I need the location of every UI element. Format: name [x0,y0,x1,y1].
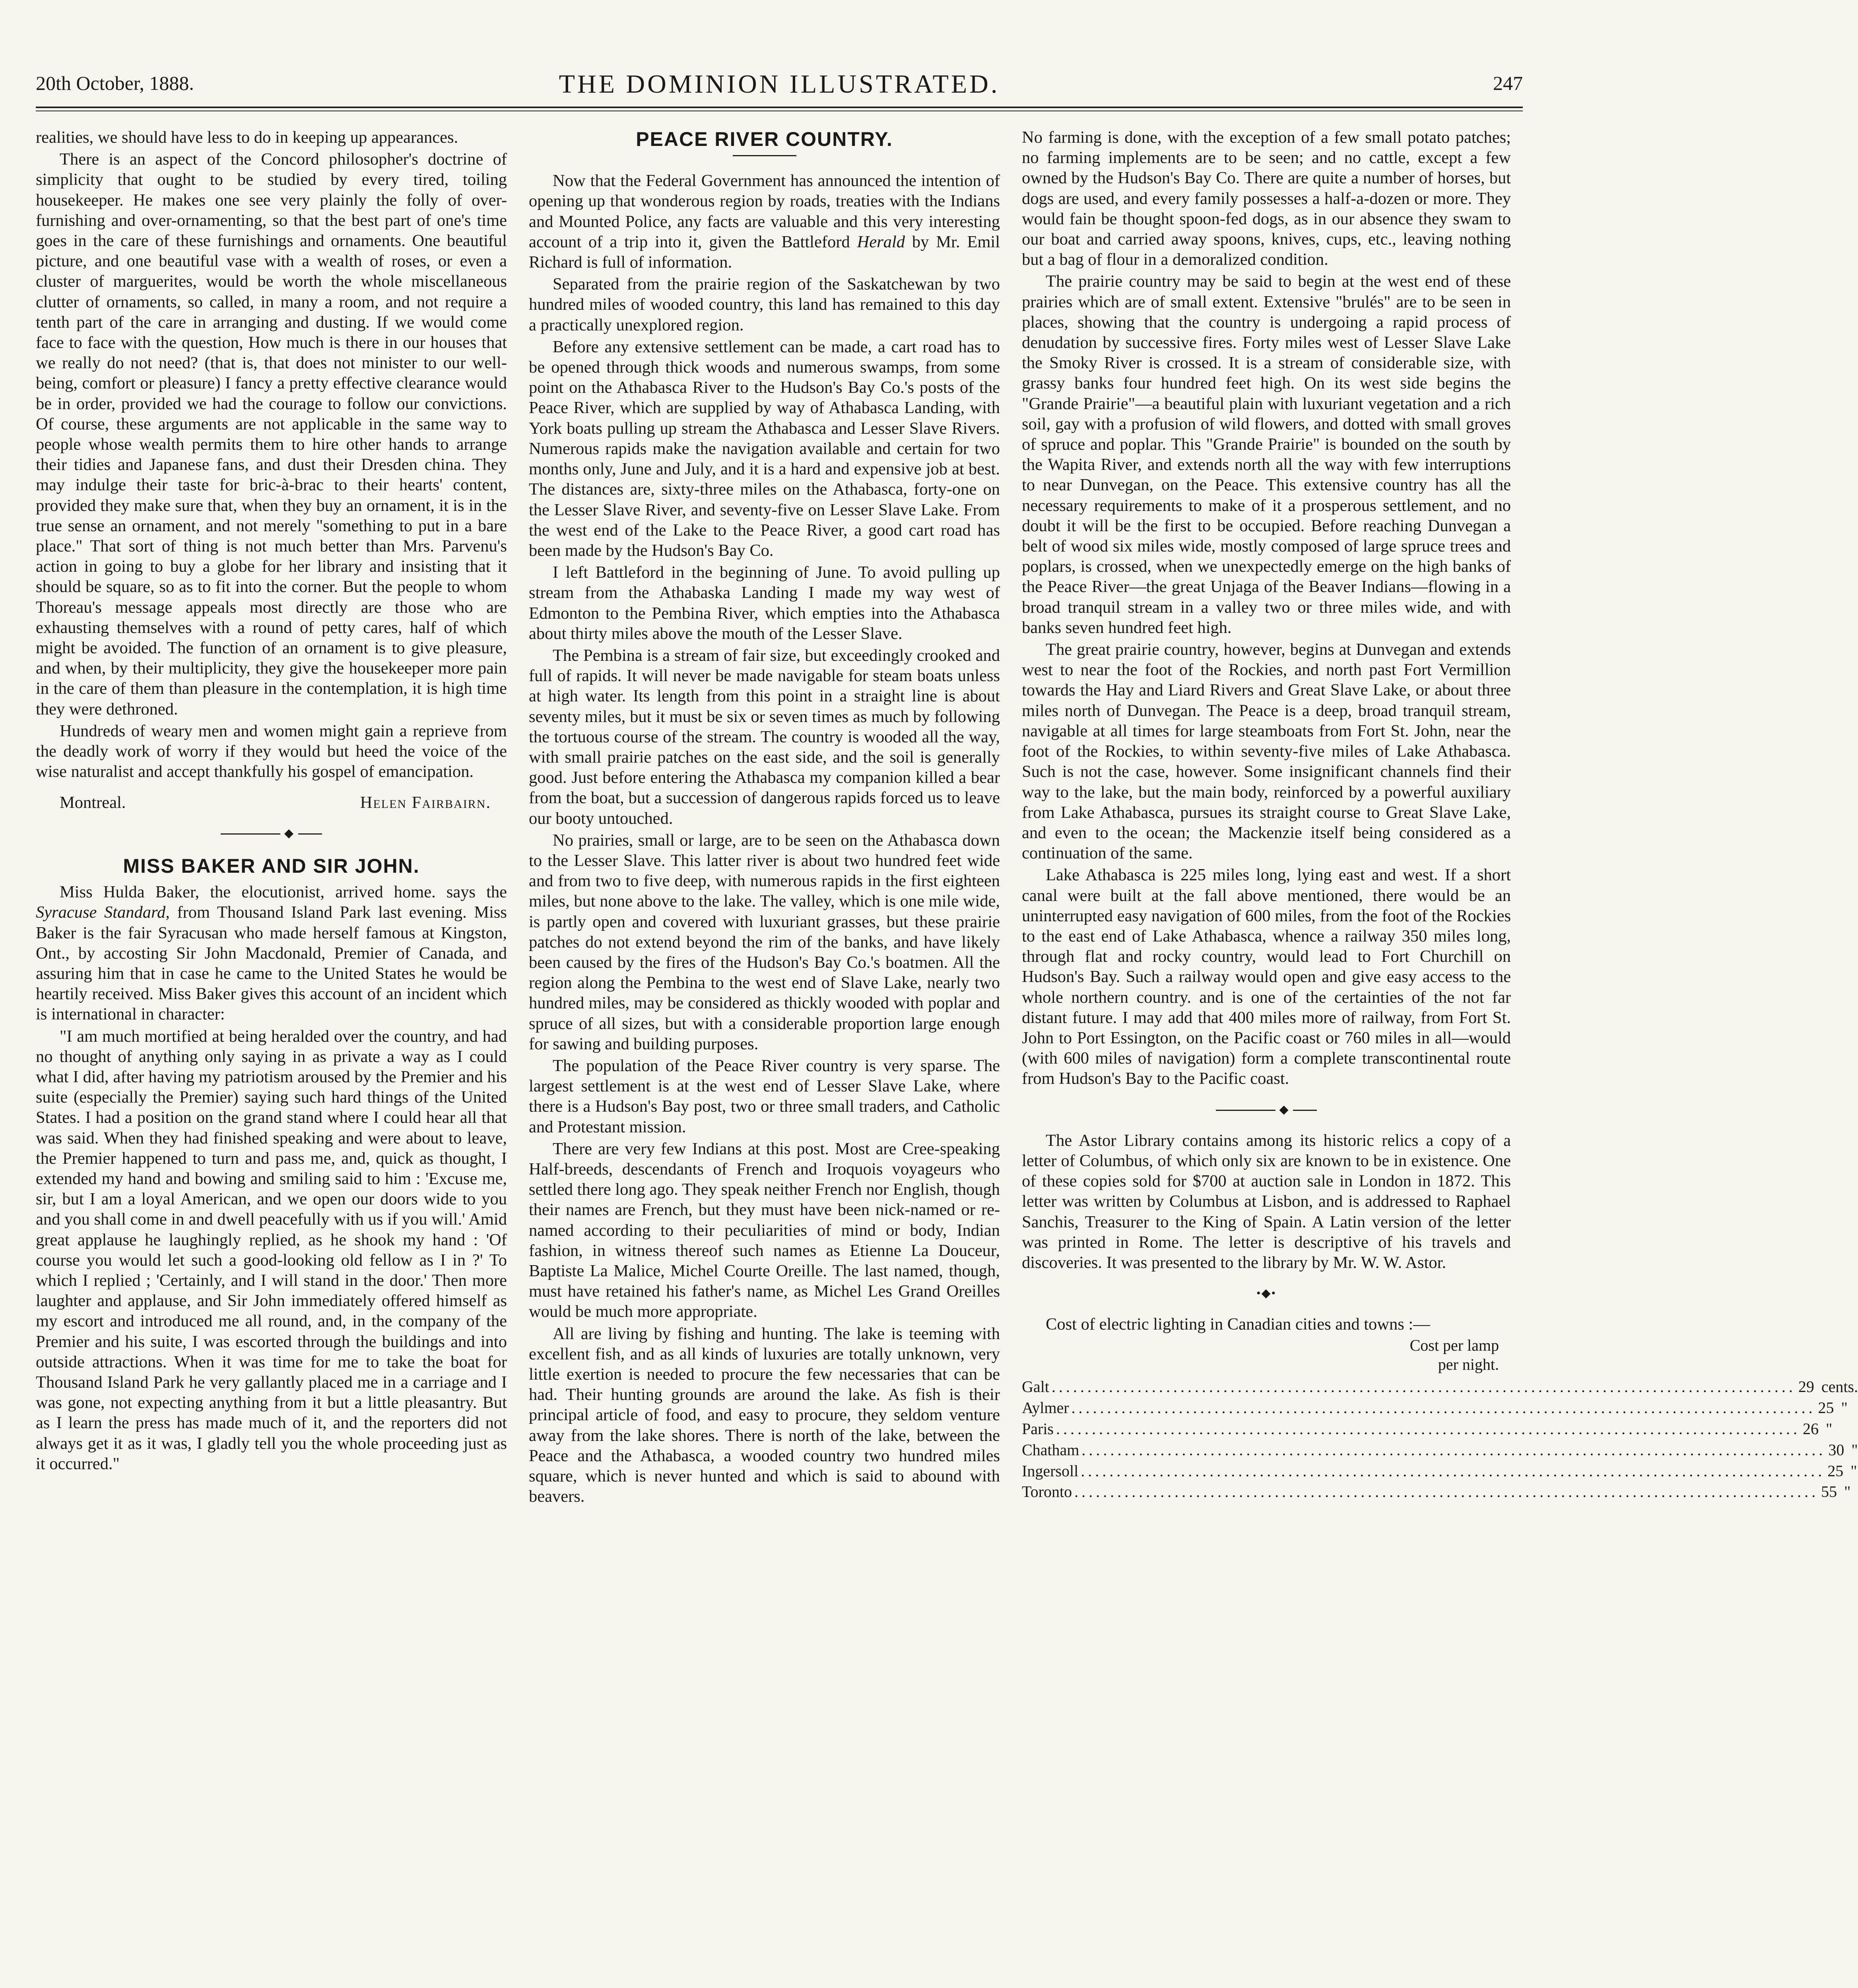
leader-dots: ........................................................................................................ [1081,1441,1826,1459]
peace-river-paragraph: Lake Athabasca is 225 miles long, lying east and west. If a short canal were built at the fall above mentioned, there would be an uninterrupted easy navigation of 600 miles, from the foot of the Rockies to the east end of Lake Athabasca, whence a railway 350 miles long, through flat and rocky country, would lead to Fort Churchill on Hudson's Bay. Such a railway would open and give easy access to the whole northern country. and is one of the certainties of the not far distant future. I may add that 400 miles more of railway, from Fort St. John to Port Essington, on the Pacific coast or 760 miles in all—would (with 600 miles of navigation) form a complete transcontinental route from Hudson's Bay to the Pacific coast. [1022,866,1511,1088]
town-name: Aylmer [1022,1399,1069,1417]
leader-dots: ........................................................................................................ [1071,1399,1816,1417]
astor-paragraph: The Astor Library contains among its historic relics a copy of a letter of Columbus, of which only six are known to be in existence. One of these copies sold for $700 at auction sale in London in 1872. This letter was written by Columbus at Lisbon, and is addressed to Raphael Sanchis, Treasurer to the King of Spain. A Latin version of the letter was printed in Rome. The letter is descriptive of his travels and discoveries. It was presented to the library by Mr. W. W. Astor. [1022,1131,1511,1272]
peace-river-headline: PEACE RIVER COUNTRY. [636,128,893,150]
leader-dots: ........................................................................................................ [1056,1420,1800,1438]
peace-river-paragraph: The prairie country may be said to begin at the west end of these prairies which are of small extent. Extensive "brulés" are to be seen in places, showing that the country is undergoing a rapid process of denudation by successive fires. Forty miles west of Lesser Slave Lake the Smoky River is crossed. It is a stream of considerable size, with grassy banks four hundred feet high. On its west side begins the "Grande Prairie"—a beautiful plain with luxuriant vegetation and a rich soil, gay with a profusion of wild flowers, and dotted with small groves of spruce and poplar. This "Grande Prairie" is bounded on the south by the Wapita River, and extends north all the way with few interruptions to near Dunvegan, on the Peace. This extensive country has all the necessary requirements to make of it a prosperous settlement, and no doubt it will be the first to be occupied. Before reaching Dunvegan a belt of wood six miles wide, mostly composed of large spruce trees and poplars, is crossed, when we unexpectedly emerge on the high banks of the Peace River—the great Unjaga of the Beaver Indians—flowing in a broad tranquil stream in a valley two or three miles wide, and with banks seven hundred feet high. [1022,272,1511,637]
ornament-line [1293,1110,1317,1111]
cost-value: 25 [1827,1462,1844,1480]
cost-value: 55 [1821,1483,1837,1501]
column-3 [1022,127,1858,1988]
table-header-line: per night. [1438,1355,1499,1374]
peace-river-paragraph: The great prairie country, however, begins at Dunvegan and extends west to near the foot of the Rockies, and north past Fort Vermillion towards the Hay and Liard Rivers and Great Slave Lake, or about three miles north of Dunvegan. The Peace is a deep, broad tranquil stream, navigable at all times for large steamboats from Fort St. John, near the foot of the Rockies, to within seventy-five miles of Lake Athabasca. Such is not the case, however. Some insignificant channels find their way to the lake, but the main body, reinforced by a powerful auxiliary from Lake Athabasca, pursues its straight course to Great Slave Lake, and even to the ocean; the Mackenzie itself being considered as a continuation of the same. [1022,640,1511,863]
page-number: 247 [1493,72,1523,94]
concord-paragraph: realities, we should have less to do in keeping up appearances. [36,128,458,147]
ornament-line [1216,1110,1276,1111]
peace-river-text: by Mr. Emil Richard is full of information. [529,232,1000,272]
cost-value: 26 [1803,1420,1819,1438]
town-name: Ingersoll [1022,1462,1079,1480]
cost-value: 25 [1818,1399,1834,1417]
newspaper-name: Herald [857,232,905,251]
cost-unit: cents. [1821,1378,1858,1396]
issue-date: 20th October, 1888. [36,72,194,94]
peace-river-paragraph: No prairies, small or large, are to be seen on the Athabasca down to the Lesser Slave. This latter river is about two hundred feet wide and from two to five deep, with numerous rapids in the first eighteen miles, but none above to the lake. The valley, which is one mile wide, is partly open and covered with luxuriant grasses, but these prairie patches do not extend beyond the rim of the banks, and have likely been caused by the fires of the Hudson's Bay Co.'s boatmen. All the region along the Pembina to the west end of Slave Lake, nearly two hundred miles, may be considered as thickly wooded with poplar and spruce of all sizes, but with a considerable proportion large enough for sawing and building purposes. [529,831,1000,1053]
column-2 [529,127,1000,1988]
newspaper-name: Syracuse Standard, [36,903,170,922]
town-name: Toronto [1022,1483,1072,1501]
table-row [1022,1461,1857,1482]
baker-paragraph [36,882,507,1024]
leader-dots: ........................................................................................................ [1074,1483,1819,1501]
baker-quote-paragraph: "I am much mortified at being heralded over the country, and had no thought of anything only saying in as private a way as I could what I did, after having my patriotism aroused by the Premier and his suite (especially the Premier) saying such hard things of the United States. I had a position on the grand stand where I could hear all that was said. When they had finished speaking and were about to leave, the Premier happened to turn and pass me, and, quick as thought, I extended my hand and bowing and smiling said to him : 'Excuse me, sir, but I am a loyal American, and we open our doors wide to you and you shall come in and dwell peacefully with us if you will.' Amid great applause he laughingly replied, as he shook my hand : 'Of course you would let such a good-looking old fellow as I in ?' To which I replied ; 'Certainly, and I will stand in the door.' Then more laughter and applause, and Sir John immediately offered himself as my escort and introduced me all round, and, in the company of the Premier and his suite, I was escorted through the buildings and into outside attractions. When it was time for me to take the boat for Thousand Island Park he very gallantly placed me in a carriage and I was gone, not expecting anything from it but a little pleasantry. But as I learn the press has made much of it, and the reporters did not always get it as it was, I gladly tell you the whole proceeding just as it occurred." [36,1027,507,1473]
section-ornament: ◆ [1022,1103,1511,1117]
table-header-line: Cost per lamp [1410,1336,1499,1355]
section-ornament: ◆ [36,826,507,841]
cost-unit: " [1851,1441,1858,1459]
cost-unit: " [1826,1420,1833,1438]
baker-text: Miss Hulda Baker, the elocutionist, arrived home. says the [60,883,507,902]
peace-river-paragraph: There are very few Indians at this post. Most are Cree-speaking Half-breeds, descendants of French and Iroquois voyageurs who settled there long ago. They speak neither French nor English, though their names are French, but they must have been nick-named or re-named according to their peculiarities of mind or body, Indian fashion, in witness thereof such names as Etienne La Douceur, Baptiste La Malice, Michel Courte Oreille. The last named, though, must have retained his father's name, as Michel Les Grand Oreilles would be much more appropriate. [529,1139,1000,1321]
signature-place: Montreal. [60,793,126,812]
leader-dots: ........................................................................................................ [1081,1462,1825,1480]
table-row [1022,1398,1848,1419]
baker-text: from Thousand Island Park last evening. Miss Baker is the fair Syracusan who made herself famous at Kingston, Ont., by accosting Sir John Macdonald, Premier of Canada, and assuring him that in case he came to the United States he would be heartily received. Miss Baker gives this account of an incident which is international in character: [36,903,507,1024]
cost-unit: " [1841,1399,1848,1417]
table-row [1022,1419,1833,1440]
baker-headline: MISS BAKER AND SIR JOHN. [123,854,420,877]
peace-river-paragraph [529,171,1000,272]
section-ornament: •◆• [1256,1287,1277,1300]
town-name: Galt [1022,1378,1049,1396]
table-header [1022,1336,1511,1374]
signature-name: Helen Fairbairn. [360,793,491,812]
concord-paragraph: There is an aspect of the Concord philosopher's doctrine of simplicity that ought to be studied by every tired, toiling housekeeper. He makes one see very plainly the folly of over-furnishing and over-ornamenting, so that the best part of one's time goes in the care of these furnishings and ornaments. One beautiful picture, and one beautiful vase with a wealth of roses, or even a cluster of marguerites, would be worth the whole miscellaneous clutter of ornaments, so called, in many a room, and not require a tenth part of the care in arranging and dusting. If we would come face to face with the question, How much is there in our houses that we really do not need? (that is, that does not minister to our well-being, comfort or pleasure) I fancy a pretty effective clearance would be in order, provided we had the courage to follow our convictions. Of course, these arguments are not applicable in the same way to people whose wealth permits them to hire other hands to arrange their tidies and Japanese fans, and dust their Dresden china. They may indulge their taste for bric-à-brac to their hearts' content, provided they make sure that, when they buy an ornament, it is in the true sense an ornament, and not merely "something to put in a bare place." That sort of thing is not much better than Mrs. Parvenu's action in going to buy a globe for her library and insisting that it should be square, so as to fit into the corner. But the people to whom Thoreau's message appeals most directly are those who are exhausting themselves with a round of petty cares, half of which might be avoided. The function of an ornament is to give pleasure, and when, by their multiplicity, they give the housekeeper more pain in the care of them than pleasure in the contemplation, it is high time they were dethroned. [36,150,507,718]
table-row [1022,1376,1858,1398]
cost-value: 29 [1798,1378,1814,1396]
table-row [1022,1440,1858,1461]
peace-river-text: Now that the Federal Government has announced the intention of opening up that wonderous region by roads, treaties with the Indians and Mounted Police, any facts are valuable and this very interesting account of a trip into it, given the Battleford [529,171,1000,251]
page-header [36,72,1523,107]
cost-unit: " [1850,1462,1857,1480]
peace-river-paragraph: The population of the Peace River country is very sparse. The largest settlement is at the west end of Lesser Slave Lake, where there is a Hudson's Bay post, two or three small traders, and Catholic and Protestant mission. [529,1056,1000,1136]
town-name: Chatham [1022,1441,1079,1459]
publication-title: THE DOMINION ILLUSTRATED. [559,70,1000,99]
peace-river-paragraph: Separated from the prairie region of the Saskatchewan by two hundred miles of wooded country, this land has remained to this day a practically unexplored region. [529,275,1000,334]
cost-unit: " [1844,1483,1851,1501]
header-rule [36,107,1523,111]
headline-rule [733,155,796,156]
town-name: Paris [1022,1420,1054,1438]
cost-value: 30 [1828,1441,1844,1459]
signature [36,792,507,813]
lighting-cost-table [1022,1376,1858,1503]
lighting-intro: Cost of electric lighting in Canadian cities and towns :— [1046,1315,1430,1334]
peace-river-paragraph: The Pembina is a stream of fair size, but exceedingly crooked and full of rapids. It will never be made navigable for steam boats unless at high water. Its length from this point in a straight line is about seventy miles, but it must be six or seven times as much by following the tortuous course of the stream. The country is wooded all the way, with small prairie patches on the east side, and the soil is generally good. Just before entering the Athabasca my companion killed a bear from the boat, but a succession of dangerous rapids forced us to leave our booty untouched. [529,646,1000,828]
concord-paragraph: Hundreds of weary men and women might gain a reprieve from the deadly work of worry if they would but heed the voice of the wise naturalist and accept thankfully his gospel of emancipation. [36,721,507,781]
leader-dots: ........................................................................................................ [1051,1378,1796,1396]
column-1 [36,127,507,1988]
table-row [1022,1481,1851,1503]
peace-river-paragraph: No farming is done, with the exception of a few small potato patches; no farming implements are to be seen; and no cattle, except a few owned by the Hudson's Bay Co. There are quite a number of horses, but dogs are used, and every family possesses a half-a-dozen or more. They would fain be thought spoon-fed dogs, as in our absence they swam to our boat and carried away spoons, knives, cups, etc., leaving nothing but a bag of flour in a demoralized condition. [1022,128,1511,269]
ornament-line [298,833,322,835]
peace-river-paragraph: I left Battleford in the beginning of June. To avoid pulling up stream from the Athabaska Landing I made my way west of Edmonton to the Pembina River, which empties into the Athabasca about thirty miles above the mouth of the Lesser Slave. [529,563,1000,643]
ornament-line [221,833,280,835]
peace-river-paragraph: Before any extensive settlement can be made, a cart road has to be opened through thick woods and numerous swamps, from some point on the Athabasca River to the Hudson's Bay Co.'s posts of the Peace River, which are supplied by way of Athabasca Landing, with York boats pulling up stream the Athabasca and Lesser Slave Rivers. Numerous rapids make the navigation available and certain for two months only, June and July, and it is a hard and expensive job at best. The distances are, sixty-three miles on the Athabasca, forty-one on the Lesser Slave River, and seventy-five on Lesser Slave Lake. From the west end of the Lake to the Peace River, a good cart road has been made by the Hudson's Bay Co. [529,337,1000,560]
peace-river-paragraph: All are living by fishing and hunting. The lake is teeming with excellent fish, and as all kinds of luxuries are totally unknown, very little exertion is needed to procure the few necessaries that can be had. Their hunting grounds are around the lake. As fish is their principal article of food, and easy to procure, they seldom venture away from the lake shores. There is north of the lake, between the Peace and the Athabasca, a wooded country two hundred miles square, which is never hunted and which is said to abound with beavers. [529,1324,1000,1506]
